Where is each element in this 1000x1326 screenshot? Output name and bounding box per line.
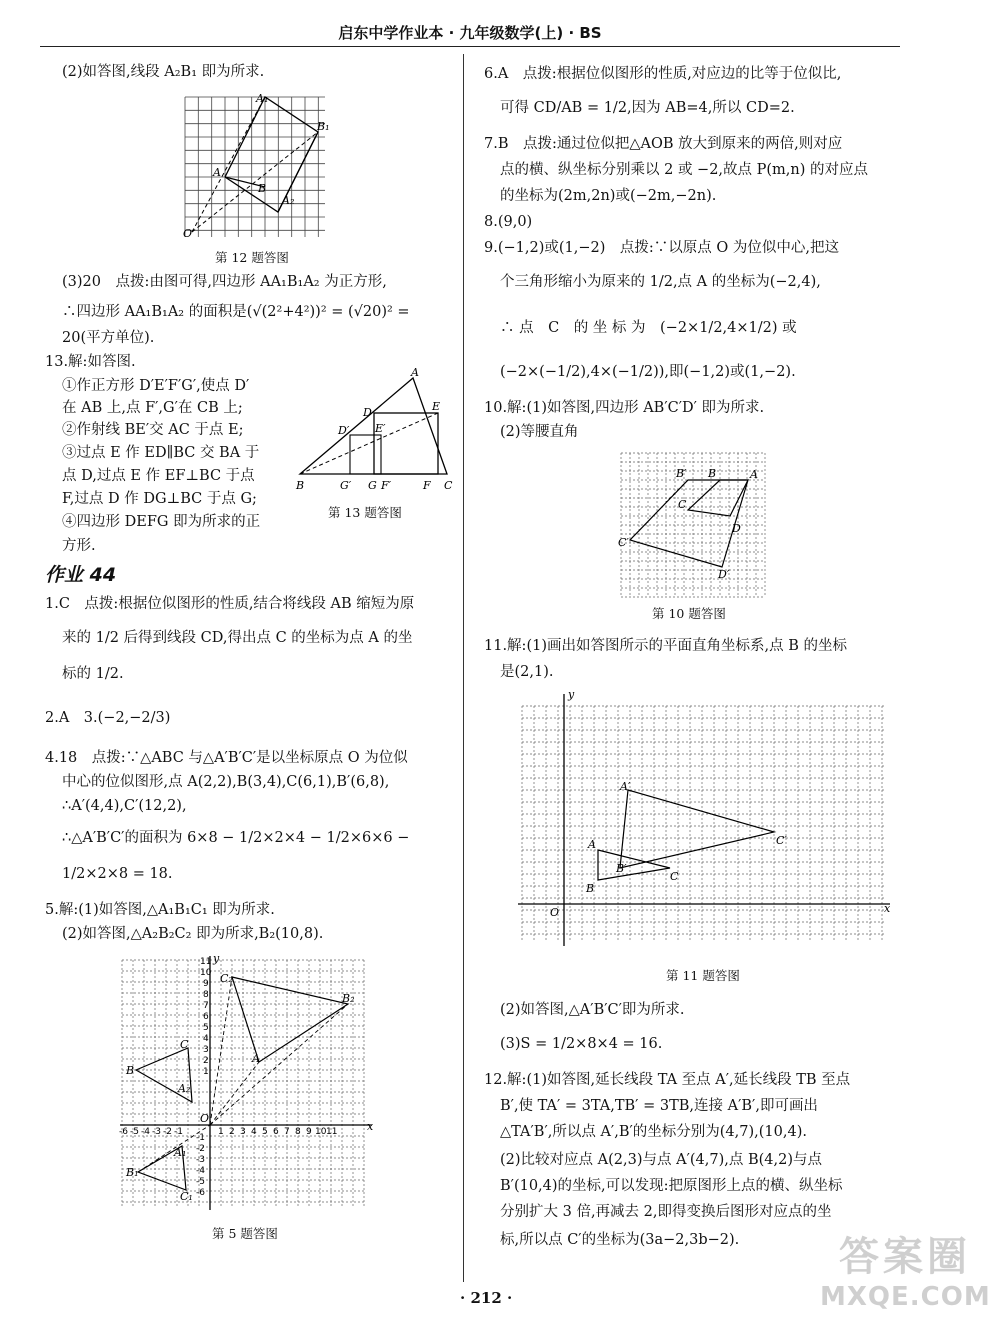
- q7-line1: 7.B 点拨:通过位似把△AOB 放大到原来的两倍,则对应: [484, 136, 843, 152]
- q12-line3: △TA′B′,所以点 A′,B′的坐标分别为(4,7),(10,4).: [500, 1124, 807, 1140]
- fig5-y-tick: 8: [203, 990, 209, 1000]
- fig5-x-tick: -4: [141, 1127, 150, 1137]
- fig11-label-Ap: A′: [620, 780, 631, 793]
- fig5-label-B1: B₁: [126, 1166, 139, 1179]
- q13-step1b: 在 AB 上,点 F′,G′在 CB 上;: [62, 400, 243, 416]
- fig10-grid: [621, 453, 765, 597]
- fig5-label-O: O: [200, 1112, 210, 1125]
- fig13-label-F: F: [423, 479, 431, 492]
- fig5-x-tick: -2: [163, 1127, 172, 1137]
- fig5-y-tick: 3: [203, 1045, 209, 1055]
- q11-part2: (2)如答图,△A′B′C′即为所求.: [500, 1002, 685, 1018]
- fig13-label-Dp: D′: [338, 424, 350, 437]
- figure-13: [292, 368, 460, 496]
- fig5-x-tick: 10: [315, 1127, 327, 1137]
- fig11-label-B: B: [586, 882, 595, 895]
- fig5-x-tick: -6: [119, 1127, 128, 1137]
- q11-line1: 11.解:(1)画出如答图所示的平面直角坐标系,点 B 的坐标: [484, 638, 847, 654]
- fig5-y-tick: 5: [203, 1023, 209, 1033]
- header-rule: [40, 46, 900, 47]
- hw44-q2-q3: 2.A 3.(−2,−2/3): [45, 710, 171, 726]
- fig5-y-tick: -1: [196, 1133, 205, 1143]
- fig11-label-C: C: [670, 870, 679, 883]
- fig5-x-tick: 11: [326, 1127, 338, 1137]
- figure-11: [512, 690, 898, 952]
- q13-solution-title: 13.解:如答图.: [45, 354, 136, 370]
- hw44-q5-part1: 5.解:(1)如答图,△A₁B₁C₁ 即为所求.: [45, 902, 275, 918]
- q8-answer: 8.(9,0): [484, 214, 533, 230]
- page-number: · 212 ·: [460, 1289, 513, 1307]
- fig5-label-B: B: [126, 1064, 135, 1077]
- fig5-x-tick: 9: [306, 1127, 312, 1137]
- fig5-y-tick: 11: [200, 957, 212, 967]
- hw44-q4-line5: 1/2×2×8 = 18.: [62, 866, 173, 882]
- figure-12-caption: 第 12 题答图: [215, 250, 289, 265]
- fig11-label-O: O: [550, 906, 560, 919]
- q13-step2: ②作射线 BE′交 AC 于点 E;: [62, 422, 244, 438]
- fig13-label-D: D: [363, 406, 372, 419]
- fig5-x-tick: -5: [130, 1127, 139, 1137]
- q11-line2: 是(2,1).: [500, 664, 554, 680]
- fig5-y-tick: 7: [203, 1001, 209, 1011]
- q10-part1: 10.解:(1)如答图,四边形 AB′C′D′ 即为所求.: [484, 400, 765, 416]
- figure-5: [116, 952, 378, 1216]
- q13-step4b: 方形.: [62, 538, 96, 554]
- fig12-dashed-OA1: [192, 97, 265, 232]
- q12-line6: 分别扩大 3 倍,再减去 2,即得变换后图形对应点的坐: [500, 1204, 832, 1220]
- q12-part3-line2: ∴四边形 AA₁B₁A₂ 的面积是(√(2²+4²))² = (√20)² =: [62, 304, 410, 320]
- fig13-label-C: C: [444, 479, 453, 492]
- figure-5-caption: 第 5 题答图: [212, 1226, 278, 1241]
- fig10-label-Dp: D′: [718, 568, 730, 581]
- fig13-label-E: E: [432, 400, 441, 413]
- watermark-url: MXQE.COM: [820, 1282, 991, 1312]
- fig5-label-x: x: [367, 1120, 374, 1133]
- fig10-label-Bp: B′: [676, 467, 687, 480]
- fig5-label-C2: C₂: [220, 972, 233, 985]
- q10-part2: (2)等腰直角: [500, 424, 579, 440]
- q13-step3a: ③过点 E 作 ED∥BC 交 BA 于: [62, 445, 260, 461]
- fig13-label-Gp: G′: [340, 479, 352, 492]
- fig5-y-tick: -4: [196, 1166, 205, 1176]
- fig13-label-B: B: [296, 479, 305, 492]
- section-title-homework-44: 作业 44: [45, 564, 117, 586]
- fig12-label-B1: B₁: [317, 120, 330, 133]
- fig11-grid: [522, 706, 884, 940]
- hw44-q1-line3: 标的 1/2.: [62, 666, 124, 682]
- fig5-x-tick-labels: [119, 1127, 337, 1137]
- fig5-dashed-2: [210, 1004, 348, 1125]
- q12-line1: 12.解:(1)如答图,延长线段 TA 至点 A′,延长线段 TB 至点: [484, 1072, 851, 1088]
- fig5-dashed-1: [210, 977, 232, 1125]
- fig12-label-B: B: [258, 182, 267, 195]
- q11-part3: (3)S = 1/2×8×4 = 16.: [500, 1036, 663, 1052]
- fig5-label-A2: A₂: [178, 1082, 191, 1095]
- fig13-label-Ep: E′: [375, 422, 386, 435]
- hw44-q4-line3: ∴A′(4,4),C′(12,2),: [62, 798, 187, 814]
- q6-line1: 6.A 点拨:根据位似图形的性质,对应边的比等于位似比,: [484, 66, 842, 82]
- fig5-x-tick: -1: [174, 1127, 183, 1137]
- watermark: [820, 1225, 990, 1312]
- fig5-y-tick: -2: [196, 1144, 205, 1154]
- page-header: 启东中学作业本 · 九年级数学(上) · BS: [338, 24, 602, 42]
- q9-line3: ∴ 点 C 的 坐 标 为 (−2×1/2,4×1/2) 或: [500, 320, 797, 336]
- fig5-triangle-A2B2C2: [232, 977, 348, 1062]
- q12-line7: 标,所以点 C′的坐标为(3a−2,3b−2).: [500, 1232, 740, 1248]
- fig5-y-tick: 2: [203, 1056, 209, 1066]
- q12-line5: B′(10,4)的坐标,可以发现:把原图形上点的横、纵坐标: [500, 1178, 843, 1194]
- fig13-label-G: G: [368, 479, 377, 492]
- fig5-x-tick: 4: [251, 1127, 257, 1137]
- fig10-label-Cp: C′: [618, 536, 629, 549]
- q7-line2: 点的横、纵坐标分别乘以 2 或 −2,故点 P(m,n) 的对应点: [500, 162, 869, 178]
- fig5-x-tick: 8: [295, 1127, 301, 1137]
- fig11-label-Bp: B′: [616, 862, 627, 875]
- fig5-x-tick: 5: [262, 1127, 268, 1137]
- hw44-q4-line4: ∴△A′B′C′的面积为 6×8 − 1/2×2×4 − 1/2×6×6 −: [62, 830, 410, 846]
- fig11-label-x: x: [884, 902, 891, 915]
- figure-12: [180, 92, 330, 242]
- q6-line2: 可得 CD/AB = 1/2,因为 AB=4,所以 CD=2.: [500, 100, 795, 116]
- q7-line3: 的坐标为(2m,2n)或(−2m,−2n).: [500, 188, 717, 204]
- hw44-q4-line1: 4.18 点拨:∵△ABC 与△A′B′C′是以坐标原点 O 为位似: [45, 750, 408, 766]
- q9-line4: (−2×(−1/2),4×(−1/2)),即(−1,2)或(1,−2).: [500, 364, 796, 380]
- fig12-label-A2: A₂: [282, 194, 295, 207]
- fig5-x-tick: 1: [218, 1127, 224, 1137]
- fig5-y-tick: 10: [200, 968, 212, 978]
- fig5-label-C: C: [180, 1038, 189, 1051]
- hw44-q1-line1: 1.C 点拨:根据位似图形的性质,结合将线段 AB 缩短为原: [45, 596, 415, 612]
- fig5-x-tick: 3: [240, 1127, 246, 1137]
- fig5-y-tick: -6: [196, 1188, 205, 1198]
- fig5-y-tick: 6: [203, 1012, 209, 1022]
- fig12-label-A1: A₁: [256, 92, 269, 105]
- q13-step4a: ④四边形 DEFG 即为所求的正: [62, 514, 261, 530]
- fig5-label-y: y: [213, 952, 220, 965]
- fig5-y-tick: 9: [203, 979, 209, 989]
- q12-line4: (2)比较对应点 A(2,3)与点 A′(4,7),点 B(4,2)与点: [500, 1152, 822, 1168]
- fig11-label-A: A: [588, 838, 596, 851]
- figure-10-caption: 第 10 题答图: [652, 606, 726, 621]
- fig5-x-tick: -3: [152, 1127, 161, 1137]
- fig13-ray-BE: [300, 413, 438, 474]
- figure-10: [618, 450, 768, 600]
- fig10-label-C: C: [678, 498, 687, 511]
- fig11-label-Cp: C′: [776, 834, 787, 847]
- figure-13-caption: 第 13 题答图: [328, 505, 402, 520]
- fig12-label-A: A: [213, 166, 221, 179]
- hw44-q1-line2: 来的 1/2 后得到线段 CD,得出点 C 的坐标为点 A 的坐: [62, 630, 413, 646]
- fig5-label-B2: B₂: [342, 992, 355, 1005]
- fig13-label-Fp: F′: [381, 479, 392, 492]
- fig11-label-y: y: [568, 690, 575, 701]
- watermark-logo-text: 答案圈: [839, 1234, 971, 1280]
- q12-part2-text: (2)如答图,线段 A₂B₁ 即为所求.: [62, 64, 265, 80]
- fig5-label-A: A: [252, 1052, 260, 1065]
- fig5-dashed-3: [210, 1062, 259, 1125]
- figure-11-caption: 第 11 题答图: [666, 968, 740, 983]
- fig12-label-O: O: [183, 227, 193, 240]
- q13-step3b: 点 D,过点 E 作 EF⊥BC 于点: [62, 468, 255, 484]
- fig5-y-tick: 4: [203, 1034, 209, 1044]
- fig5-x-tick: 7: [284, 1127, 290, 1137]
- hw44-q4-line2: 中心的位似图形,点 A(2,2),B(3,4),C(6,1),B′(6,8),: [62, 774, 390, 790]
- fig10-label-A: A: [750, 468, 758, 481]
- fig5-y-tick: -3: [196, 1155, 205, 1165]
- fig5-x-tick: 6: [273, 1127, 279, 1137]
- q12-part3-line1: (3)20 点拨:由图可得,四边形 AA₁B₁A₂ 为正方形,: [62, 274, 387, 290]
- fig5-y-tick: -5: [196, 1177, 205, 1187]
- q13-step3c: F,过点 D 作 DG⊥BC 于点 G;: [62, 491, 257, 507]
- q9-line1: 9.(−1,2)或(1,−2) 点拨:∵以原点 O 为位似中心,把这: [484, 240, 839, 256]
- fig5-label-A1: A₁: [174, 1146, 187, 1159]
- column-divider: [463, 54, 464, 1282]
- fig13-square-DpEpFpGp: [350, 435, 381, 474]
- fig13-label-A: A: [411, 368, 419, 379]
- hw44-q5-part2: (2)如答图,△A₂B₂C₂ 即为所求,B₂(10,8).: [62, 926, 324, 942]
- fig5-x-tick: 2: [229, 1127, 235, 1137]
- q12-line2: B′,使 TA′ = 3TA,TB′ = 3TB,连接 A′B′,即可画出: [500, 1098, 818, 1114]
- q13-step1a: ①作正方形 D′E′F′G′,使点 D′: [62, 378, 250, 394]
- fig10-label-B: B: [708, 467, 717, 480]
- fig5-label-C1: C₁: [180, 1190, 193, 1203]
- fig10-label-D: D: [732, 522, 741, 535]
- q12-part3-line3: 20(平方单位).: [62, 330, 155, 346]
- q9-line2: 个三角形缩小为原来的 1/2,点 A 的坐标为(−2,4),: [500, 274, 821, 290]
- fig5-y-tick: 1: [203, 1067, 209, 1077]
